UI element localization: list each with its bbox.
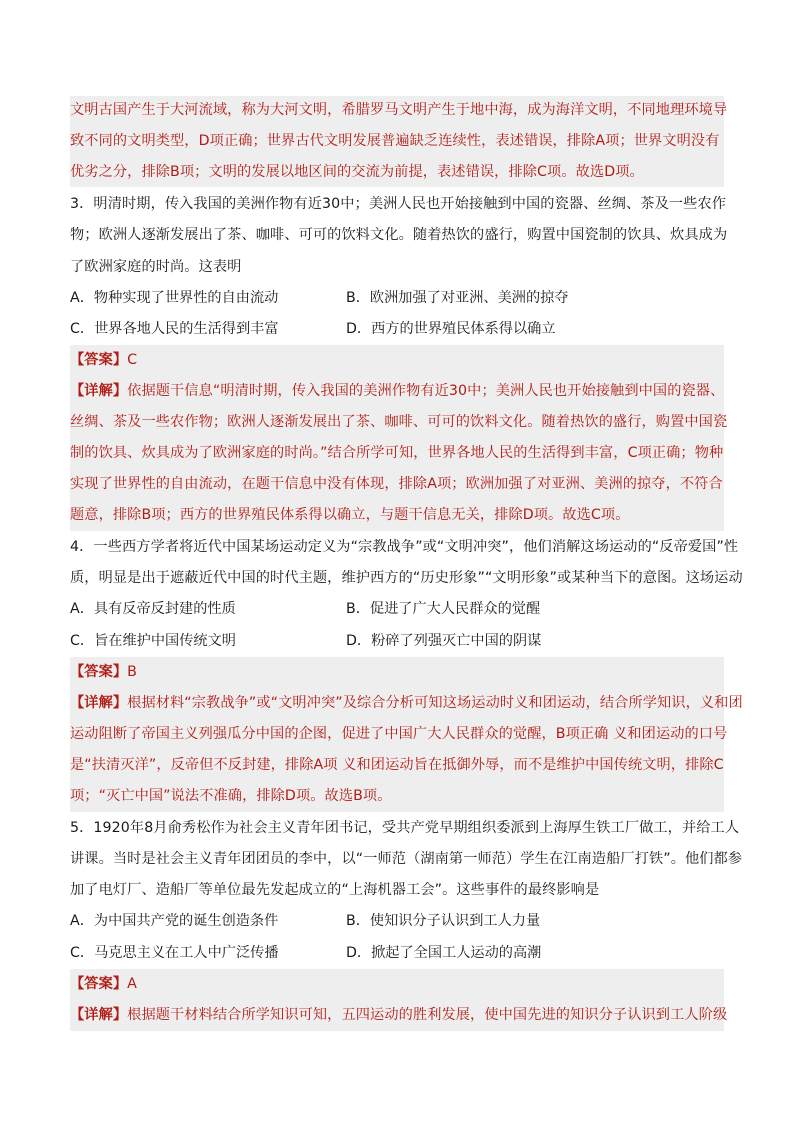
question-4-option-a: A．具有反帝反封建的性质 [70,601,236,617]
question-4-option-d: D．粉碎了列强灭亡中国的阴谋 [346,633,542,649]
question-3-detail [70,376,724,407]
question-4-answer [70,657,137,688]
question-3-answer [70,345,137,376]
answer-label: 【答案】 [70,664,128,680]
question-3-option-b: B．欧洲加强了对亚洲、美洲的掠夺 [346,290,569,306]
question-5-option-b: B．使知识分子认识到工人力量 [346,913,541,929]
answer-label: 【答案】 [70,976,128,992]
question-3-stem: 3．明清时期，传入我国的美洲作物有近30中；美洲人民也开始接触到中国的瓷器、丝绸、茶及一些农作 [70,196,727,212]
answer-value: C [127,352,138,368]
question-4-option-c: C．旨在维护中国传统文明 [70,633,236,649]
question-4-detail: 是“扶清灭洋”，反帝但不反封建，排除A项 义和团运动旨在抵御外辱，而不是维护中国传统文明，排除C [70,757,724,773]
question-5-detail [70,1000,727,1031]
detail-label: 【详解】 [70,1007,128,1023]
question-3-stem: 物；欧洲人逐渐发展出了茶、咖啡、可可的饮料文化。随着热饮的盛行，购置中国瓷制的饮具、炊具成为 [70,227,728,243]
answer-value: B [127,664,137,680]
question-4-detail: 项；“灭亡中国”说法不准确，排除D项。故选B项。 [70,788,392,804]
detail-text: 根据题干材料结合所学知识可知，五四运动的胜利发展，使中国先进的知识分子认识到工人阶级 [127,1007,728,1023]
question-3-option-c: C．世界各地人民的生活得到丰富 [70,321,279,337]
detail-label: 【详解】 [70,695,128,711]
question-4-option-b: B．促进了广大人民群众的觉醒 [346,601,541,617]
question-5-option-d: D．掀起了全国工人运动的高潮 [346,945,542,961]
question-3-detail: 实现了世界性的自由流动，在题干信息中没有体现，排除A项；欧洲加强了对亚洲、美洲的掠夺，不符合 [70,476,723,492]
question-3-detail: 丝绸、茶及一些农作物；欧洲人逐渐发展出了茶、咖啡、可可的饮料文化。随着热饮的盛行，购置中国瓷 [70,414,728,430]
question-3-option-d: D．西方的世界殖民体系得以确立 [346,321,556,337]
question-3-option-a: A．物种实现了世界性的自由流动 [70,290,279,306]
answer-value: A [127,976,137,992]
question-5-stem: 讲课。当时是社会主义青年团团员的李中，以“一师范（湖南第一师范）学生在江南造船厂打铁”。他们都参 [70,851,743,867]
explanation-line: 文明古国产生于大河流域，称为大河文明，希腊罗马文明产生于地中海，成为海洋文明，不同地理环境导 [70,102,728,118]
question-5-option-c: C．马克思主义在工人中广泛传播 [70,945,279,961]
question-4-detail: 运动阻断了帝国主义列强瓜分中国的企图，促进了中国广大人民群众的觉醒，B项正确 义和团运动的口号 [70,726,728,742]
question-5-stem: 加了电灯厂、造船厂等单位最先发起成立的“上海机器工会”。这些事件的最终影响是 [70,882,600,898]
question-3-stem: 了欧洲家庭的时尚。这表明 [70,259,242,275]
question-5-option-a: A．为中国共产党的诞生创造条件 [70,913,279,929]
detail-text: 根据材料“宗教战争”或“文明冲突”及综合分析可知这场运动时义和团运动，结合所学知识，义和团 [127,695,743,711]
question-4-detail [70,688,743,719]
detail-label: 【详解】 [70,383,128,399]
question-4-stem: 质，明显是出于遮蔽近代中国的时代主题，维护西方的“历史形象”“文明形象”或某种当下的意图。这场运动 [70,570,743,586]
answer-label: 【答案】 [70,352,128,368]
question-3-detail: 题意，排除B项；西方的世界殖民体系得以确立，与题干信息无关，排除D项。故选C项。 [70,507,630,523]
explanation-line: 优劣之分，排除B项；文明的发展以地区间的交流为前提，表述错误，排除C项。故选D项。 [70,164,644,180]
detail-text: 依据题干信息“明清时期，传入我国的美洲作物有近30中；美洲人民也开始接触到中国的瓷器、 [127,383,725,399]
explanation-line: 致不同的文明类型，D项正确；世界古代文明发展普遍缺乏连续性，表述错误，排除A项；世界文明没有 [70,133,720,149]
question-4-stem: 4．一些西方学者将近代中国某场运动定义为“宗教战争”或“文明冲突”，他们消解这场运动的“反帝爱国”性 [70,539,739,555]
question-5-answer [70,969,137,1000]
question-3-detail: 制的饮具、炊具成为了欧洲家庭的时尚。”结合所学可知，世界各地人民的生活得到丰富，C项正确；物种 [70,445,724,461]
question-5-stem: 5．1920年8月俞秀松作为社会主义青年团书记，受共产党早期组织委派到上海厚生铁工厂做工，并给工人 [70,820,740,836]
